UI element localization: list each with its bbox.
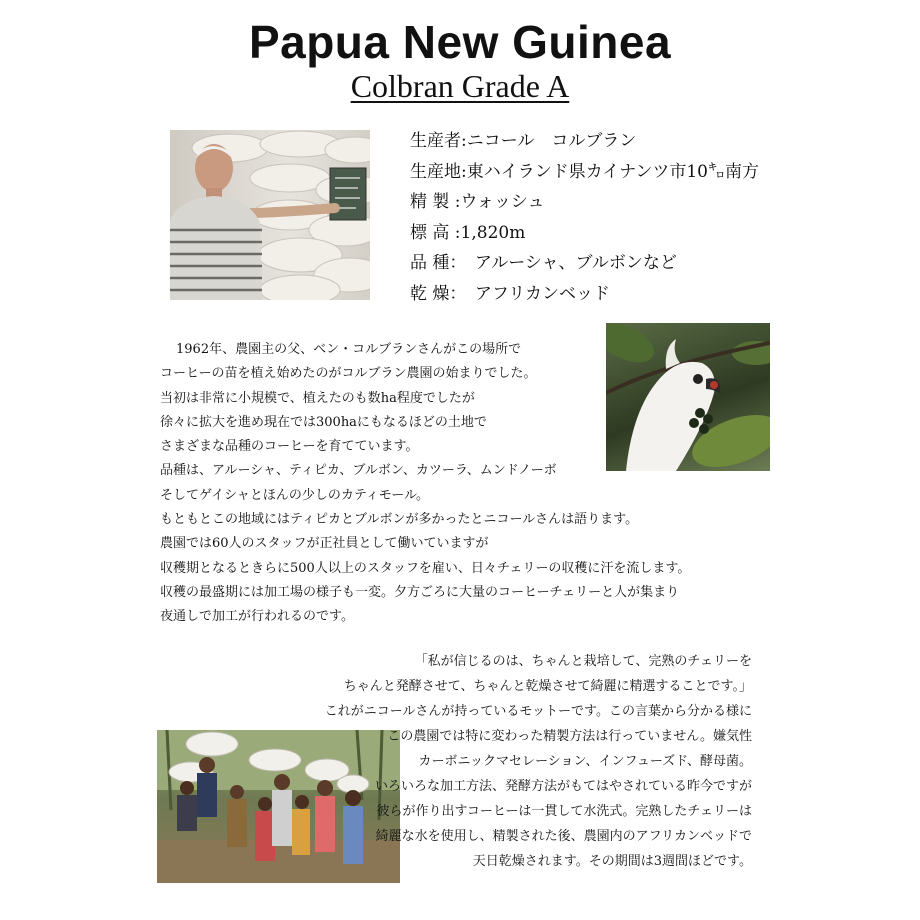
farm-story [160,338,780,630]
farm-spec-list [410,126,850,309]
quote-line: 綺麗な水を使用し、精製された後、農園内のアフリカンベッドで [375,829,752,844]
story-line: もともとこの地域にはティピカとブルボンが多かったとニコールさんは語ります。 [160,512,639,528]
page-title: Papua New Guinea [248,16,672,68]
quote-line: 「私が信じるのは、ちゃんと栽培して、完熟のチェリーを [414,654,752,669]
story-line: 収穫期となるときらに500人以上のスタッフを雇い、日々チェリーの収穫に汗を流します。 [160,560,691,576]
spec-region: 生産地:東ハイランド県カイナンツ市10㌔南方 [410,161,759,182]
subtitle-text: Colbran Grade A [350,68,570,104]
page-subtitle [0,66,920,106]
quote-line: この農園では特に変わった精製方法は行っていません。嫌気性 [387,729,752,744]
spec-process: 精 製 :ウォッシュ [410,192,545,212]
story-line: 夜通しで加工が行われるのです。 [160,609,354,625]
story-line: コーヒーの苗を植え始めたのがコルブラン農園の始まりでした。 [160,366,537,382]
story-line: 農園では60人のスタッフが正社員として働いていますが [160,536,489,552]
story-line: 品種は、アルーシャ、ティピカ、ブルボン、カツーラ、ムンドノーボ [160,463,557,479]
spec-altitude: 標 高 :1,820m [410,222,526,243]
quote-line: いろいろな加工方法、発酵方法がもてはやされている昨今ですが [374,779,752,794]
quote-line: 彼らが作り出すコーヒーは一貫して水洗式。完熟したチェリーは [376,804,752,819]
story-line: そしてゲイシャとほんの少しのカティモール。 [160,487,429,503]
story-line: 1962年、農園主の父、ベン・コルブランさんがこの場所で [176,342,522,357]
quote-line: 天日乾燥されます。その期間は3週間ほどです。 [472,854,752,869]
spec-variety: 品 種： アルーシャ、ブルボンなど [410,253,677,273]
quote-line: カーボニックマセレーション、インフューズド、酵母菌。 [418,754,752,769]
story-line: さまざまな品種のコーヒーを育てています。 [160,439,419,455]
story-line: 徐々に拡大を進め現在では300haにもなるほどの土地で [160,414,487,430]
story-line: 収穫の最盛期には加工場の様子も一変。夕方ごろに大量のコーヒーチェリーと人が集まり [160,584,680,600]
quote-line: ちゃんと発酵させて、ちゃんと乾燥させて綺麗に精選することです。」 [343,679,752,694]
farmer-photo [170,130,370,300]
quote-block [152,649,752,874]
story-line: 当初は非常に小規模で、植えたのも数ha程度でしたが [160,390,475,406]
quote-line: これがニコールさんが持っているモットーです。この言葉から分かる様に [324,704,752,719]
spec-producer: 生産者:ニコール コルブラン [410,131,637,151]
spec-drying: 乾 燥： アフリカンベッド [410,283,611,304]
